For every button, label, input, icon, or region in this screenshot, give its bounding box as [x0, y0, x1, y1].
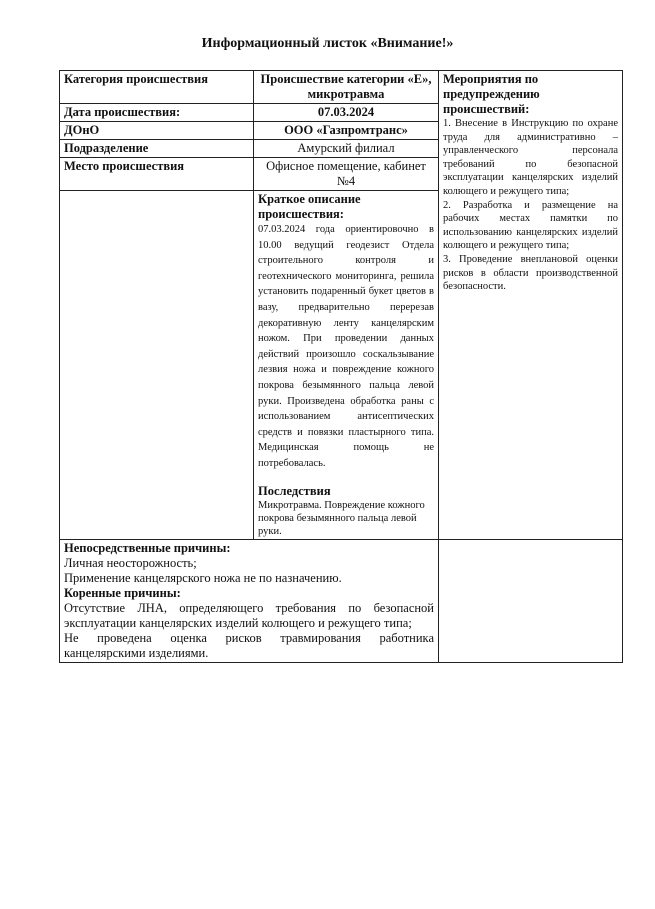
description-text: 07.03.2024 года ориентировочно в 10.00 ведущий геодезист Отдела строительного контроля и геотехнического мониторинга, решила установить подаренный букет цветов в вазу, предварительно перерезав декоративную ленту канцелярским ножом. При проведении данных действий произошло соскальзывание лезвия ножа и повреждение кожного покрова безымянного пальца левой руки. Произведена обработка раны с использованием антисептических средств и повязки пластырного типа. Медицинская помощь не потребовалась.	[258, 224, 434, 469]
place-label: Место происшествия	[60, 158, 254, 191]
direct-cause-item: Личная неосторожность;	[64, 555, 197, 570]
root-causes-heading: Коренные причины:	[64, 585, 181, 600]
category-row	[60, 71, 623, 104]
division-value: Амурский филиал	[254, 140, 439, 158]
direct-causes-heading: Непосредственные причины:	[64, 540, 231, 555]
measures-list	[443, 117, 618, 294]
measures-heading: Мероприятия по предупреждению происшествий:	[443, 72, 540, 116]
empty-cell	[60, 191, 254, 540]
causes-row	[60, 539, 623, 662]
measure-item: 1. Внесение в Инструкцию по охране труда для административно – управленческого персонала требований по безопасной эксплуатации канцелярских изделий колющего и режущего типа;	[443, 118, 618, 197]
consequences-text: Микротравма. Повреждение кожного покрова безымянного пальца левой руки.	[258, 499, 425, 537]
causes-cell	[60, 539, 439, 662]
measure-item: 3. Проведение внеплановой оценки рисков в области производственной безопасности.	[443, 253, 618, 293]
category-value: Происшествие категории «Е», микротравма	[254, 71, 439, 104]
root-cause-item: Отсутствие ЛНА, определяющего требования по безопасной эксплуатации канцелярских изделий колющего и режущего типа;	[64, 600, 434, 630]
direct-cause-item: Применение канцелярского ножа не по назначению.	[64, 570, 342, 585]
measures-cell	[439, 71, 623, 540]
category-label: Категория происшествия	[60, 71, 254, 104]
date-value: 07.03.2024	[254, 104, 439, 122]
empty-cell	[439, 539, 623, 662]
description-heading: Краткое описание происшествия:	[258, 192, 361, 221]
place-value: Офисное помещение, кабинет №4	[254, 158, 439, 191]
incident-form-table	[59, 70, 623, 663]
description-cell	[254, 191, 439, 540]
dono-value: ООО «Газпромтранс»	[254, 122, 439, 140]
consequences-heading: Последствия	[258, 483, 331, 498]
division-label: Подразделение	[60, 140, 254, 158]
dono-label: ДОнО	[60, 122, 254, 140]
root-cause-item: Не проведена оценка рисков травмирования работника канцелярскими изделиями.	[64, 630, 434, 660]
document-title: Информационный листок «Внимание!»	[201, 36, 454, 51]
date-label: Дата происшествия:	[60, 104, 254, 122]
measure-item: 2. Разработка и размещение на рабочих местах памятки по использованию канцелярских изделий колющего и режущего типа;	[443, 199, 618, 252]
